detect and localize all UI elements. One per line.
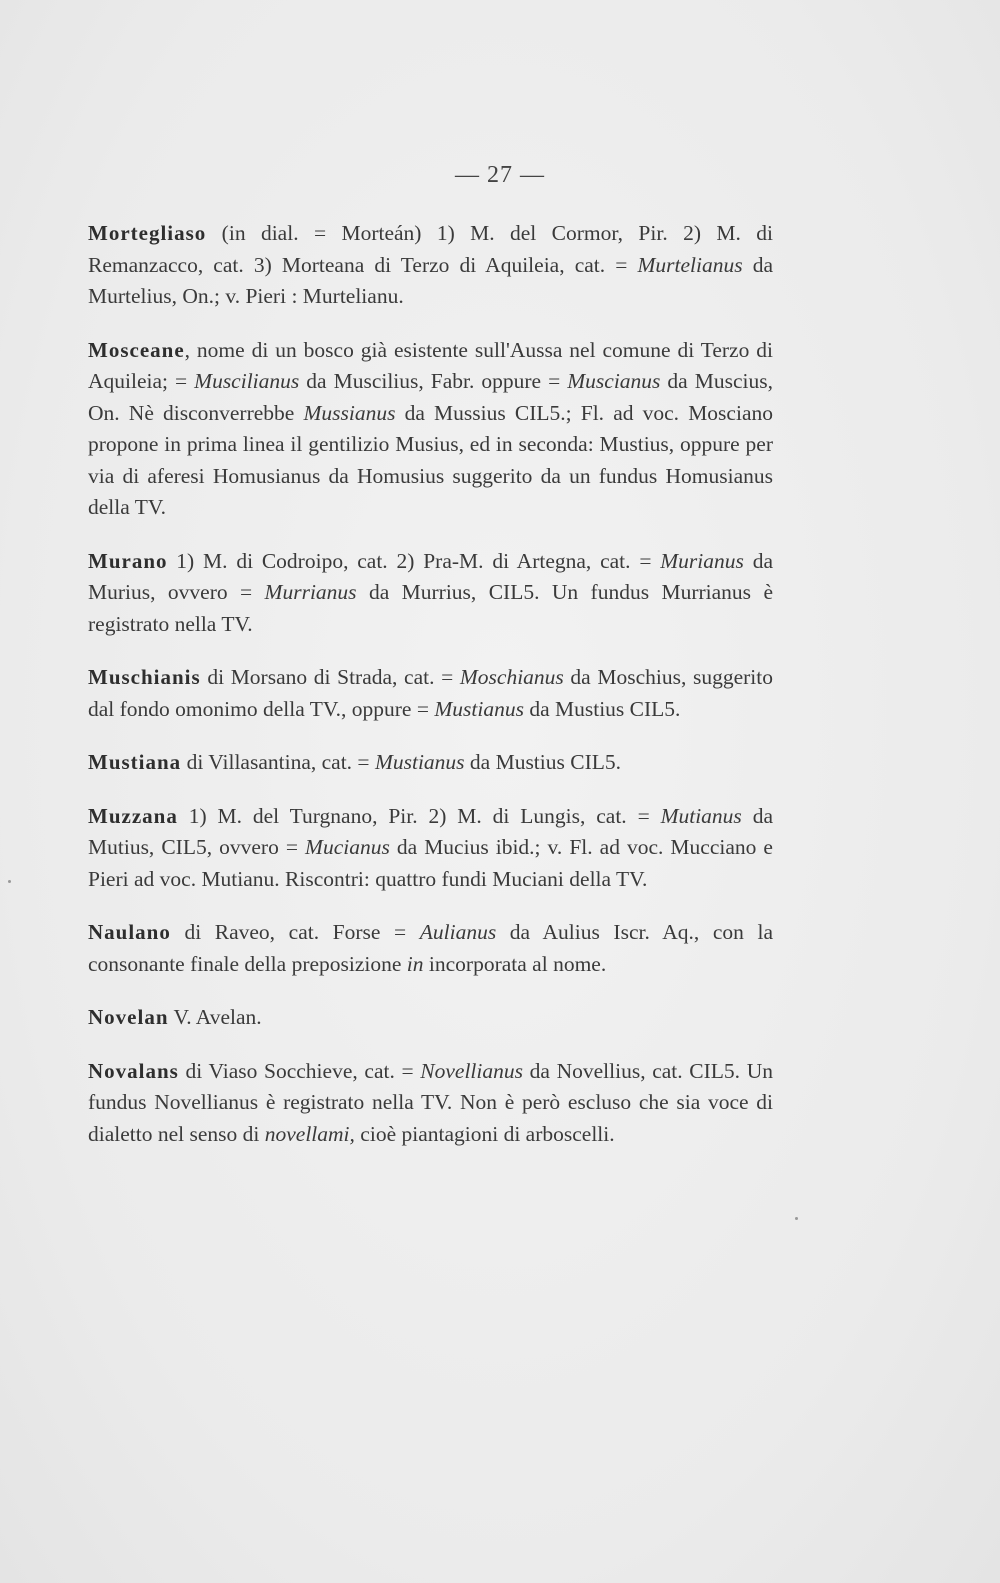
latin-form: Mucianus: [305, 835, 390, 859]
entry-headword: Mosceane: [88, 337, 185, 362]
entry-text: da Moschius, suggerito dal fondo omonimo della TV., oppure =: [88, 665, 773, 721]
entry-text: di Villasantina, cat. =: [181, 750, 375, 774]
scan-speck: [795, 1217, 798, 1220]
entry-headword: Muschianis: [88, 665, 201, 689]
entry-headword: Novelan: [88, 1005, 169, 1029]
scan-speck: [8, 880, 11, 883]
dictionary-entry: [88, 1056, 773, 1151]
entry-text: (in dial. = Morteán) 1) M. del Cormor, Pir. 2) M. di Remanzacco, cat. 3) Morteana di Terzo di Aquileia, cat. =: [88, 221, 773, 277]
dictionary-entry: [88, 218, 773, 313]
entry-headword: Muzzana: [88, 803, 178, 828]
entry-text: di Viaso Socchieve, cat. =: [178, 1058, 421, 1083]
entry-text: da Novellius, cat. CIL5. Un fundus Novellianus è registrato nella TV. Non è però escluso che sia voce di dialetto nel senso di: [88, 1058, 773, 1146]
entry-text: incorporata al nome.: [423, 951, 607, 976]
latin-form: Mustianus: [374, 750, 465, 774]
dictionary-entry: [88, 1002, 773, 1034]
entry-text: da Mussius CIL5.; Fl. ad voc. Mosciano propone in prima linea il gentilizio Musius, ed in seconda: Mustius, oppure per via di aferesi Homusianus da Homusius suggerito da un fundus Homusianus della TV.: [88, 400, 773, 519]
entry-text: da Muscius, On. Nè disconverrebbe: [88, 369, 773, 425]
latin-form: Mutianus: [660, 803, 742, 828]
latin-form: Murrianus: [264, 580, 357, 604]
dictionary-entries: [88, 218, 773, 1172]
dictionary-entry: [88, 917, 773, 980]
latin-form: Murianus: [660, 548, 744, 573]
entry-text: 1) M. del Turgnano, Pir. 2) M. di Lungis, cat. =: [177, 803, 661, 828]
page-number: — 27 —: [455, 162, 545, 188]
entry-text: da Mustius CIL5.: [523, 696, 681, 721]
entry-text: , nome di un bosco già esistente sull'Aussa nel comune di Terzo di Aquileia; =: [88, 337, 773, 393]
entry-text: da Aulius Iscr. Aq., con la consonante finale della preposizione: [88, 920, 773, 976]
entry-headword: Novalans: [88, 1058, 179, 1083]
latin-form: in: [406, 951, 424, 976]
entry-headword: Mortegliaso: [88, 221, 207, 245]
entry-text: di Morsano di Strada, cat. =: [200, 665, 460, 689]
latin-form: Novellianus: [420, 1058, 523, 1083]
latin-form: novellami,: [264, 1121, 355, 1146]
entry-text: cioè piantagioni di arboscelli.: [354, 1121, 615, 1146]
latin-form: Muscianus: [567, 369, 661, 393]
dictionary-entry: [88, 662, 773, 725]
latin-form: Moschianus: [459, 665, 564, 689]
latin-form: Mussianus: [303, 400, 396, 425]
entry-text: da Mucius ibid.; v. Fl. ad voc. Mucciano e Pieri ad voc. Mutianu. Riscontri: quattro fundi Muciani della TV.: [88, 835, 773, 891]
entry-text: 1) M. di Codroipo, cat. 2) Pra-M. di Artegna, cat. =: [167, 548, 661, 573]
latin-form: Muscilianus: [194, 369, 300, 393]
dictionary-entry: [88, 335, 773, 524]
latin-form: Aulianus: [419, 920, 497, 944]
dictionary-entry: [88, 546, 773, 641]
entry-text: di Raveo, cat. Forse =: [170, 920, 420, 944]
entry-headword: Naulano: [88, 920, 171, 944]
entry-text: da Muscilius, Fabr. oppure =: [299, 369, 568, 393]
entry-text: da Mustius CIL5.: [464, 750, 622, 774]
entry-text: da Murtelius, On.; v. Pieri : Murtelianu.: [88, 252, 773, 308]
entry-text: da Mutius, CIL5, ovvero =: [88, 803, 773, 859]
dictionary-entry: [88, 747, 773, 779]
entry-text: da Murrius, CIL5. Un fundus Murrianus è registrato nella TV.: [88, 580, 773, 636]
entry-headword: Mustiana: [88, 750, 182, 774]
latin-form: Mustianus: [434, 696, 524, 721]
entry-headword: Murano: [88, 548, 168, 573]
latin-form: Murtelianus: [637, 252, 743, 277]
entry-text: V. Avelan.: [168, 1005, 262, 1029]
dictionary-entry: [88, 801, 773, 896]
entry-text: da Murius, ovvero =: [88, 548, 773, 604]
